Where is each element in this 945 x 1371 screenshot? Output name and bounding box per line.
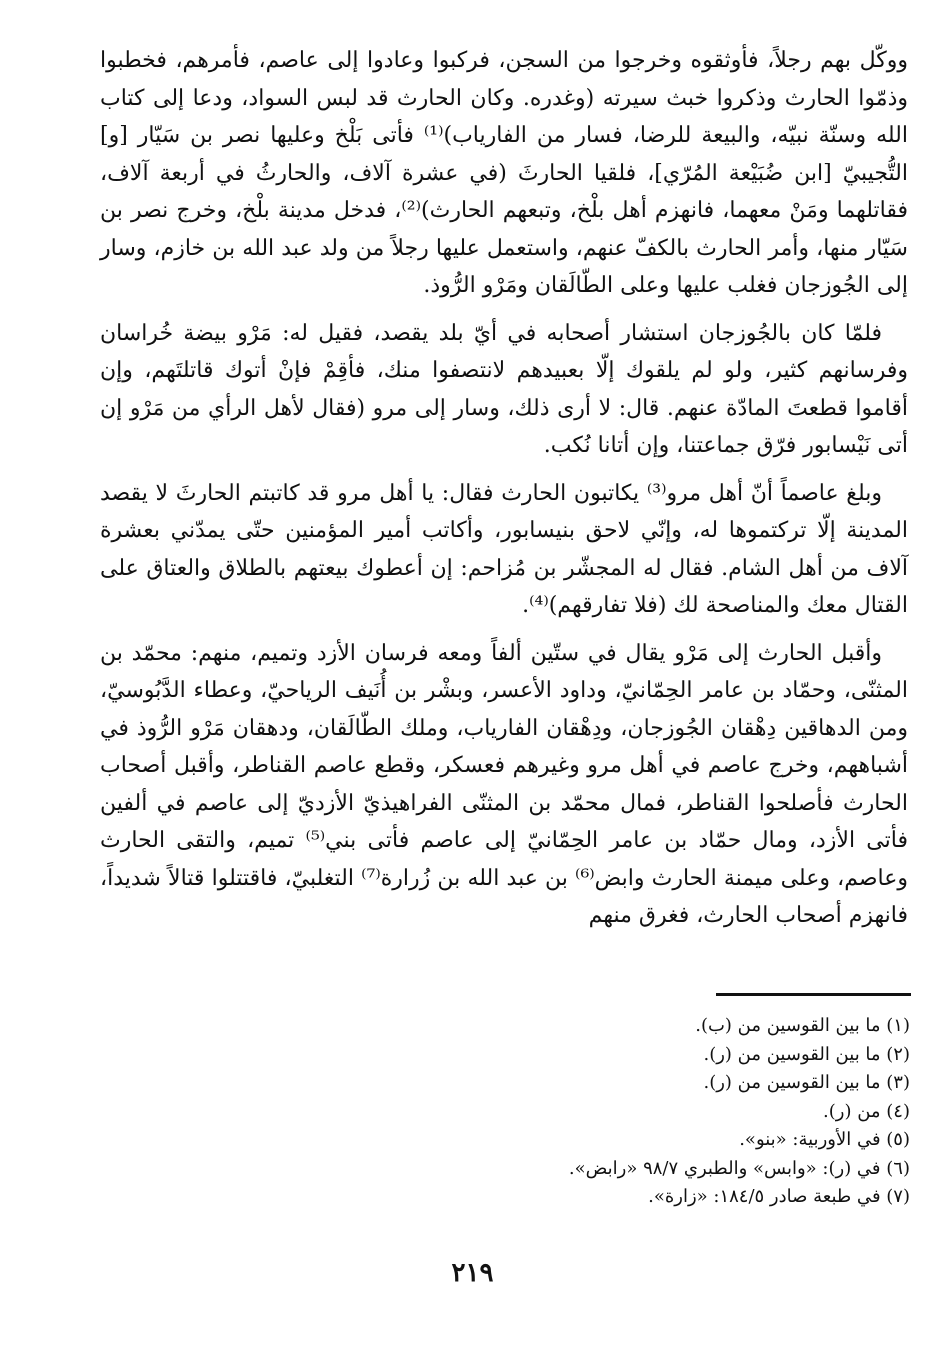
page-number: ٢١٩ [451, 1258, 494, 1288]
footnote-7: (٧) في طبعة صادر ١٨٤/٥: «زارة». [648, 1186, 910, 1207]
paragraph-2: فلمّا كان بالجُوزجان استشار أصحابه في أيّ بلد يقصد، فقيل له: مَرْو بيضة خُراسان وفرسانهم كثير، ولو لم يلقوك إلّا بعبيدهم لانتصفوا منك، فأقِمْ فإنْ أتوك قاتلتَهم، وإن أقاموا قطعتَ المادّة عنهم. قال: لا أرى ذلك، وسار إلى مرو (فقال لأهل الرأي من مَرْو إن أتى نَيْسابور فرّق جماعتنا، وإن أتانا نُكب. [100, 320, 908, 458]
footnote-divider [716, 993, 911, 996]
main-text [100, 42, 908, 945]
footnote-6: (٦) في (ر): «وابس» والطبري ٩٨/٧ «رابض». [568, 1157, 910, 1179]
footnote-1: (١) ما بين القوسين من (ب). [695, 1015, 910, 1036]
paragraph-4: وأقبل الحارث إلى مَرْو يقال في ستّين ألفاً ومعه فرسان الأزد وتميم، منهم: محمّد بن المثنّى، وحمّاد بن عامر الحِمّانيّ، وداود الأعسر، وبشْر بن أُنَيف الرياحيّ، وعطاء الدَّبُوسيّ، ومن الدهاقين دِهْقان الجُوزجان، ودِهْقان الفارياب، وملك الطّالَقان، ودهقان مَرْو الرُّوذ في أشباههم، وخرج عاصم في أهل مرو وغيرهم فعسكر، وقطع عاصم القناطر، وأقبل أصحاب الحارث فأصلحوا القناطر، فمال محمّد بن المثنّى الفراهيذيّ الأزديّ إلى عاصم في ألفين فأتى الأزد، ومال حمّاد بن عامر الحِمّانيّ إلى عاصم فأتى بني⁽⁵⁾ تميم، والتقى الحارث وعاصم، وعلى ميمنة الحارث وابض⁽⁶⁾ بن عبد الله بن زُرارة⁽⁷⁾ التغلبيّ، فاقتتلوا قتالاً شديداً، فانهزم أصحاب الحارث، فغرق منهم [100, 640, 908, 928]
footnote-5: (٥) في الأوربية: «بنو». [739, 1129, 910, 1150]
footnotes [420, 1012, 910, 1212]
paragraph-1: ووكّل بهم رجلاً، فأوثقوه وخرجوا من السجن، فركبوا وعادوا إلى عاصم، فأمرهم، فخطبوا وذمّوا الحارث وذكروا خبث سيرته (وغدره. وكان الحارث قد لبس السواد، ودعا إلى كتاب الله وسنّة نبيّه، والبيعة للرضا، فسار من الفارياب)⁽¹⁾ فأتى بَلْخ وعليها نصر بن سَيّار [و] التُّجيبيّ [ابن ضُبَيْعة المُرّي]، فلقيا الحارثَ (في عشرة آلاف، والحارثُ في أربعة آلاف، فقاتلهما ومَنْ معهما، فانهزم أهل بلْخ، وتبعهم الحارث)⁽²⁾، فدخل مدينة بلْخ، وخرج نصر بن سَيّار منها، وأمر الحارث بالكفّ عنهم، واستعمل عليها رجلاً من ولد عبد الله بن خازم، وسار إلى الجُوزجان فغلب عليها وعلى الطّالَقان ومَرْو الرُّوذ. [100, 48, 908, 298]
footnote-3: (٣) ما بين القوسين من (ر). [703, 1072, 910, 1093]
footnote-2: (٢) ما بين القوسين من (ر). [703, 1043, 910, 1065]
paragraph-3: وبلغ عاصماً أنّ أهل مرو⁽³⁾ يكاتبون الحارث فقال: يا أهل مرو قد كاتبتم الحارثَ لا يقصد المدينة إلّا تركتموها له، وإنّي لاحق بنيسابور، وأكاتب أمير المؤمنين حتّى يمدّني بعشرة آلاف من أهل الشام. فقال له المجشّر بن مُزاحم: إن أعطوك بيعتهم بالطلاق والعتاق على القتال معك والمناصحة لك (فلا تفارقهم)⁽⁴⁾. [100, 480, 908, 618]
footnote-4: (٤) من (ر). [823, 1100, 910, 1122]
